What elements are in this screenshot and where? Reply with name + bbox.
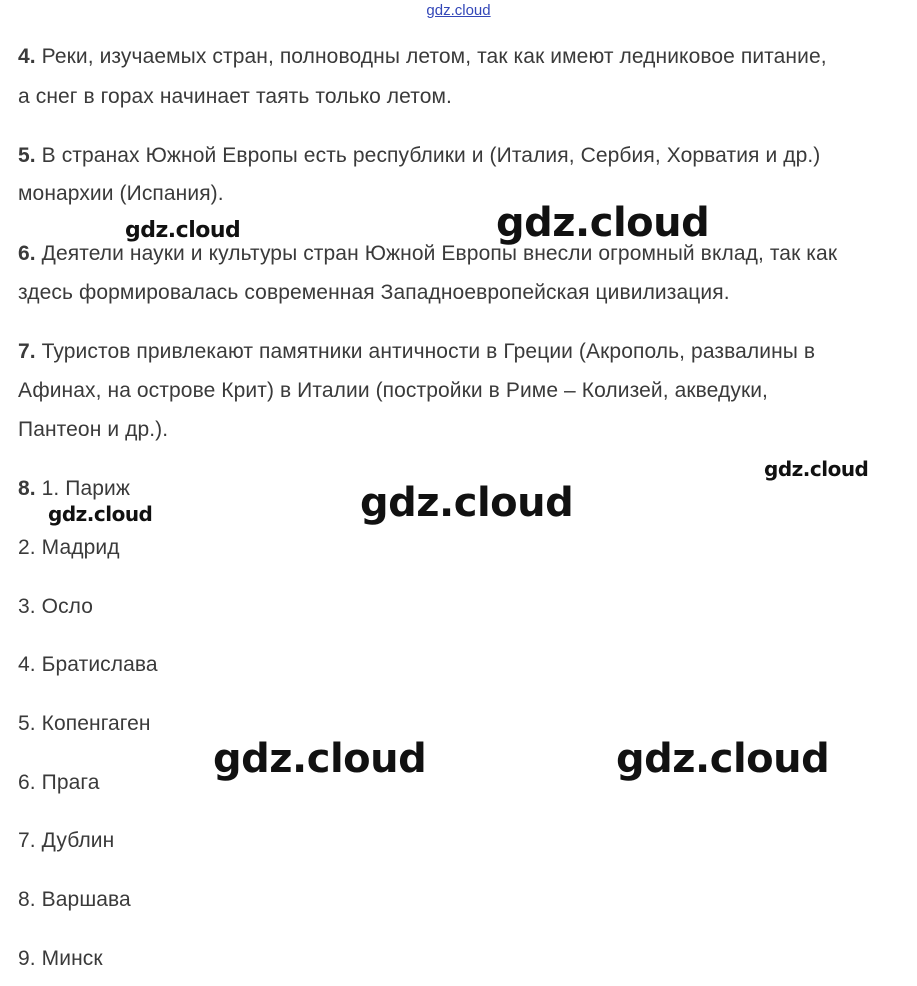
answer-8-item-1: 1. Париж — [41, 477, 131, 500]
answer-7-line-3: Пантеон и др.). — [18, 418, 169, 441]
answer-6-line-1 — [18, 241, 837, 267]
answer-5-line-2: монархии (Испания). — [18, 182, 224, 205]
top-watermark: gdz.cloud — [426, 2, 491, 19]
answer-7-line-2: Афинах, на острове Крит) в Италии (постройки в Риме – Колизей, акведуки, — [18, 379, 768, 402]
answer-5-line-1 — [18, 143, 820, 169]
answer-8-item-3: 3. Осло — [18, 595, 94, 618]
answer-6-line-2: здесь формировалась современная Западноевропейская цивилизация. — [18, 281, 730, 304]
answer-8-item-4: 4. Братислава — [18, 653, 158, 676]
answer-8-item-2: 2. Мадрид — [18, 536, 120, 559]
answer-4-line-2: а снег в горах начинает таять только летом. — [18, 85, 452, 108]
answer-7-text-1: Туристов привлекают памятники античности в Греции (Акрополь, развалины в — [41, 340, 816, 363]
answer-6-text-1: Деятели науки и культуры стран Южной Европы внесли огромный вклад, так как — [41, 242, 838, 265]
answer-8-item-6: 6. Прага — [18, 771, 100, 794]
watermark-1: gdz.cloud — [125, 218, 241, 243]
answer-8-number: 8. — [18, 477, 36, 500]
watermark-2: gdz.cloud — [496, 200, 710, 246]
answer-8-line-1 — [18, 476, 130, 502]
answer-4-line-1 — [18, 44, 827, 70]
answer-8-item-5: 5. Копенгаген — [18, 712, 151, 735]
answer-5-text-1: В странах Южной Европы есть республики и (Италия, Сербия, Хорватия и др.) — [41, 144, 821, 167]
answer-8-item-9: 9. Минск — [18, 947, 103, 970]
answer-5-number: 5. — [18, 144, 36, 167]
answer-8-item-8: 8. Варшава — [18, 888, 131, 911]
watermark-3: gdz.cloud — [764, 457, 869, 481]
watermark-5: gdz.cloud — [48, 502, 153, 526]
answer-4-text-1: Реки, изучаемых стран, полноводны летом, так как имеют ледниковое питание, — [41, 45, 827, 68]
watermark-4: gdz.cloud — [360, 480, 574, 526]
answer-7-line-1 — [18, 339, 815, 365]
watermark-7: gdz.cloud — [616, 736, 830, 782]
watermark-6: gdz.cloud — [213, 736, 427, 782]
answer-4-number: 4. — [18, 45, 36, 68]
answer-8-item-7: 7. Дублин — [18, 829, 115, 852]
answer-6-number: 6. — [18, 242, 36, 265]
answer-7-number: 7. — [18, 340, 36, 363]
